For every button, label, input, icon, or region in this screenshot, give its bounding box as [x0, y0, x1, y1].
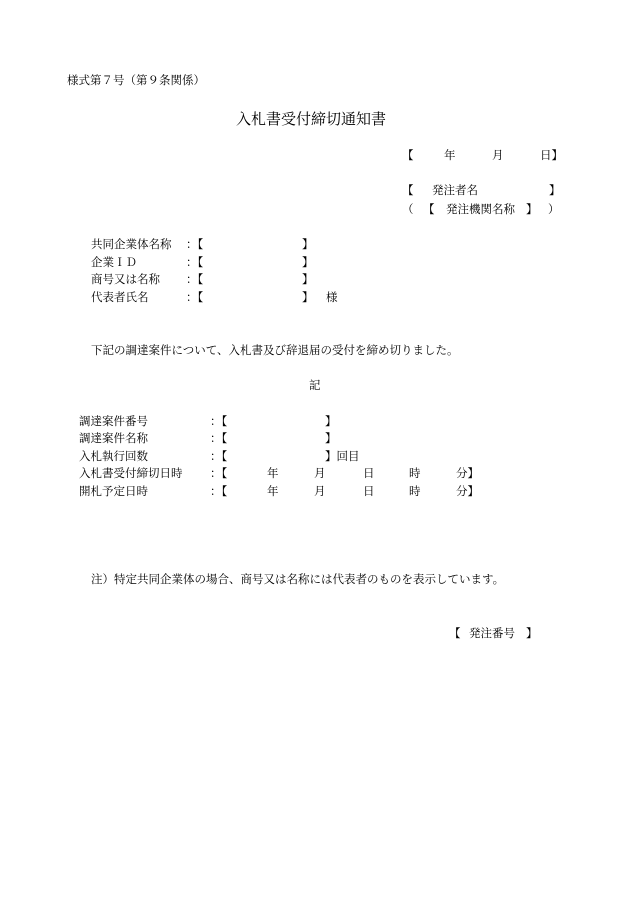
- dt-hour: 時: [409, 484, 421, 498]
- dt-day: 日: [363, 484, 375, 498]
- issuer-name: 発注者名: [432, 183, 478, 197]
- date-bracket-open: 【: [402, 148, 414, 162]
- document-title: 入札書受付締切通知書: [236, 110, 387, 128]
- recipient-label: 共同企業体名称: [91, 237, 172, 251]
- recipient-colon: ：【: [186, 290, 204, 304]
- recipient-close: 】: [302, 237, 314, 251]
- ki-heading: 記: [309, 378, 321, 392]
- issuer-org: 発注機関名称: [446, 202, 515, 216]
- recipient-close: 】: [302, 272, 314, 286]
- detail-colon: ：【: [210, 466, 228, 480]
- issuer-bracket-close: 】: [549, 183, 561, 197]
- detail-close: 】回目: [325, 449, 360, 463]
- detail-colon: ：【: [210, 449, 228, 463]
- detail-colon: ：【: [210, 414, 228, 428]
- detail-colon: ：【: [210, 484, 228, 498]
- body-text: 下記の調達案件について、入札書及び辞退届の受付を締め切りました。: [91, 343, 459, 357]
- recipient-close: 】: [302, 290, 314, 304]
- issuer-bracket-open: 【: [402, 183, 414, 197]
- detail-close: 】: [325, 431, 337, 445]
- org-paren-close: ）: [548, 202, 560, 216]
- dt-minute: 分】: [456, 484, 479, 498]
- detail-colon: ：【: [210, 431, 228, 445]
- date-year: 年: [444, 148, 456, 162]
- detail-label: 調達案件名称: [79, 431, 148, 445]
- detail-label: 入札執行回数: [79, 449, 148, 463]
- note-text: 注）特定共同企業体の場合、商号又は名称には代表者のものを表示しています。: [91, 572, 505, 586]
- detail-label: 開札予定日時: [79, 484, 148, 498]
- honorific-sama: 様: [326, 290, 338, 304]
- recipient-label: 商号又は名称: [91, 272, 160, 286]
- recipient-close: 】: [302, 255, 314, 269]
- recipient-colon: ：【: [186, 272, 204, 286]
- order-bracket-open: 【: [449, 626, 461, 640]
- dt-year: 年: [267, 466, 279, 480]
- order-bracket-close: 】: [526, 626, 538, 640]
- form-label: 様式第７号（第９条関係）: [67, 73, 205, 87]
- org-paren-open: （: [402, 202, 414, 216]
- dt-month: 月: [314, 466, 326, 480]
- dt-year: 年: [267, 484, 279, 498]
- dt-hour: 時: [409, 466, 421, 480]
- recipient-label: 代表者氏名: [91, 290, 149, 304]
- recipient-colon: ：【: [186, 237, 204, 251]
- org-bracket-close: 】: [526, 202, 538, 216]
- recipient-label: 企業ＩＤ: [91, 255, 137, 269]
- dt-month: 月: [314, 484, 326, 498]
- detail-label: 調達案件番号: [79, 414, 148, 428]
- detail-close: 】: [325, 414, 337, 428]
- recipient-colon: ：【: [186, 255, 204, 269]
- dt-day: 日: [363, 466, 375, 480]
- org-bracket-open: 【: [423, 202, 435, 216]
- order-number-label: 発注番号: [469, 626, 515, 640]
- dt-minute: 分】: [456, 466, 479, 480]
- date-day: 日】: [540, 148, 563, 162]
- date-month: 月: [492, 148, 504, 162]
- detail-label: 入札書受付締切日時: [79, 466, 183, 480]
